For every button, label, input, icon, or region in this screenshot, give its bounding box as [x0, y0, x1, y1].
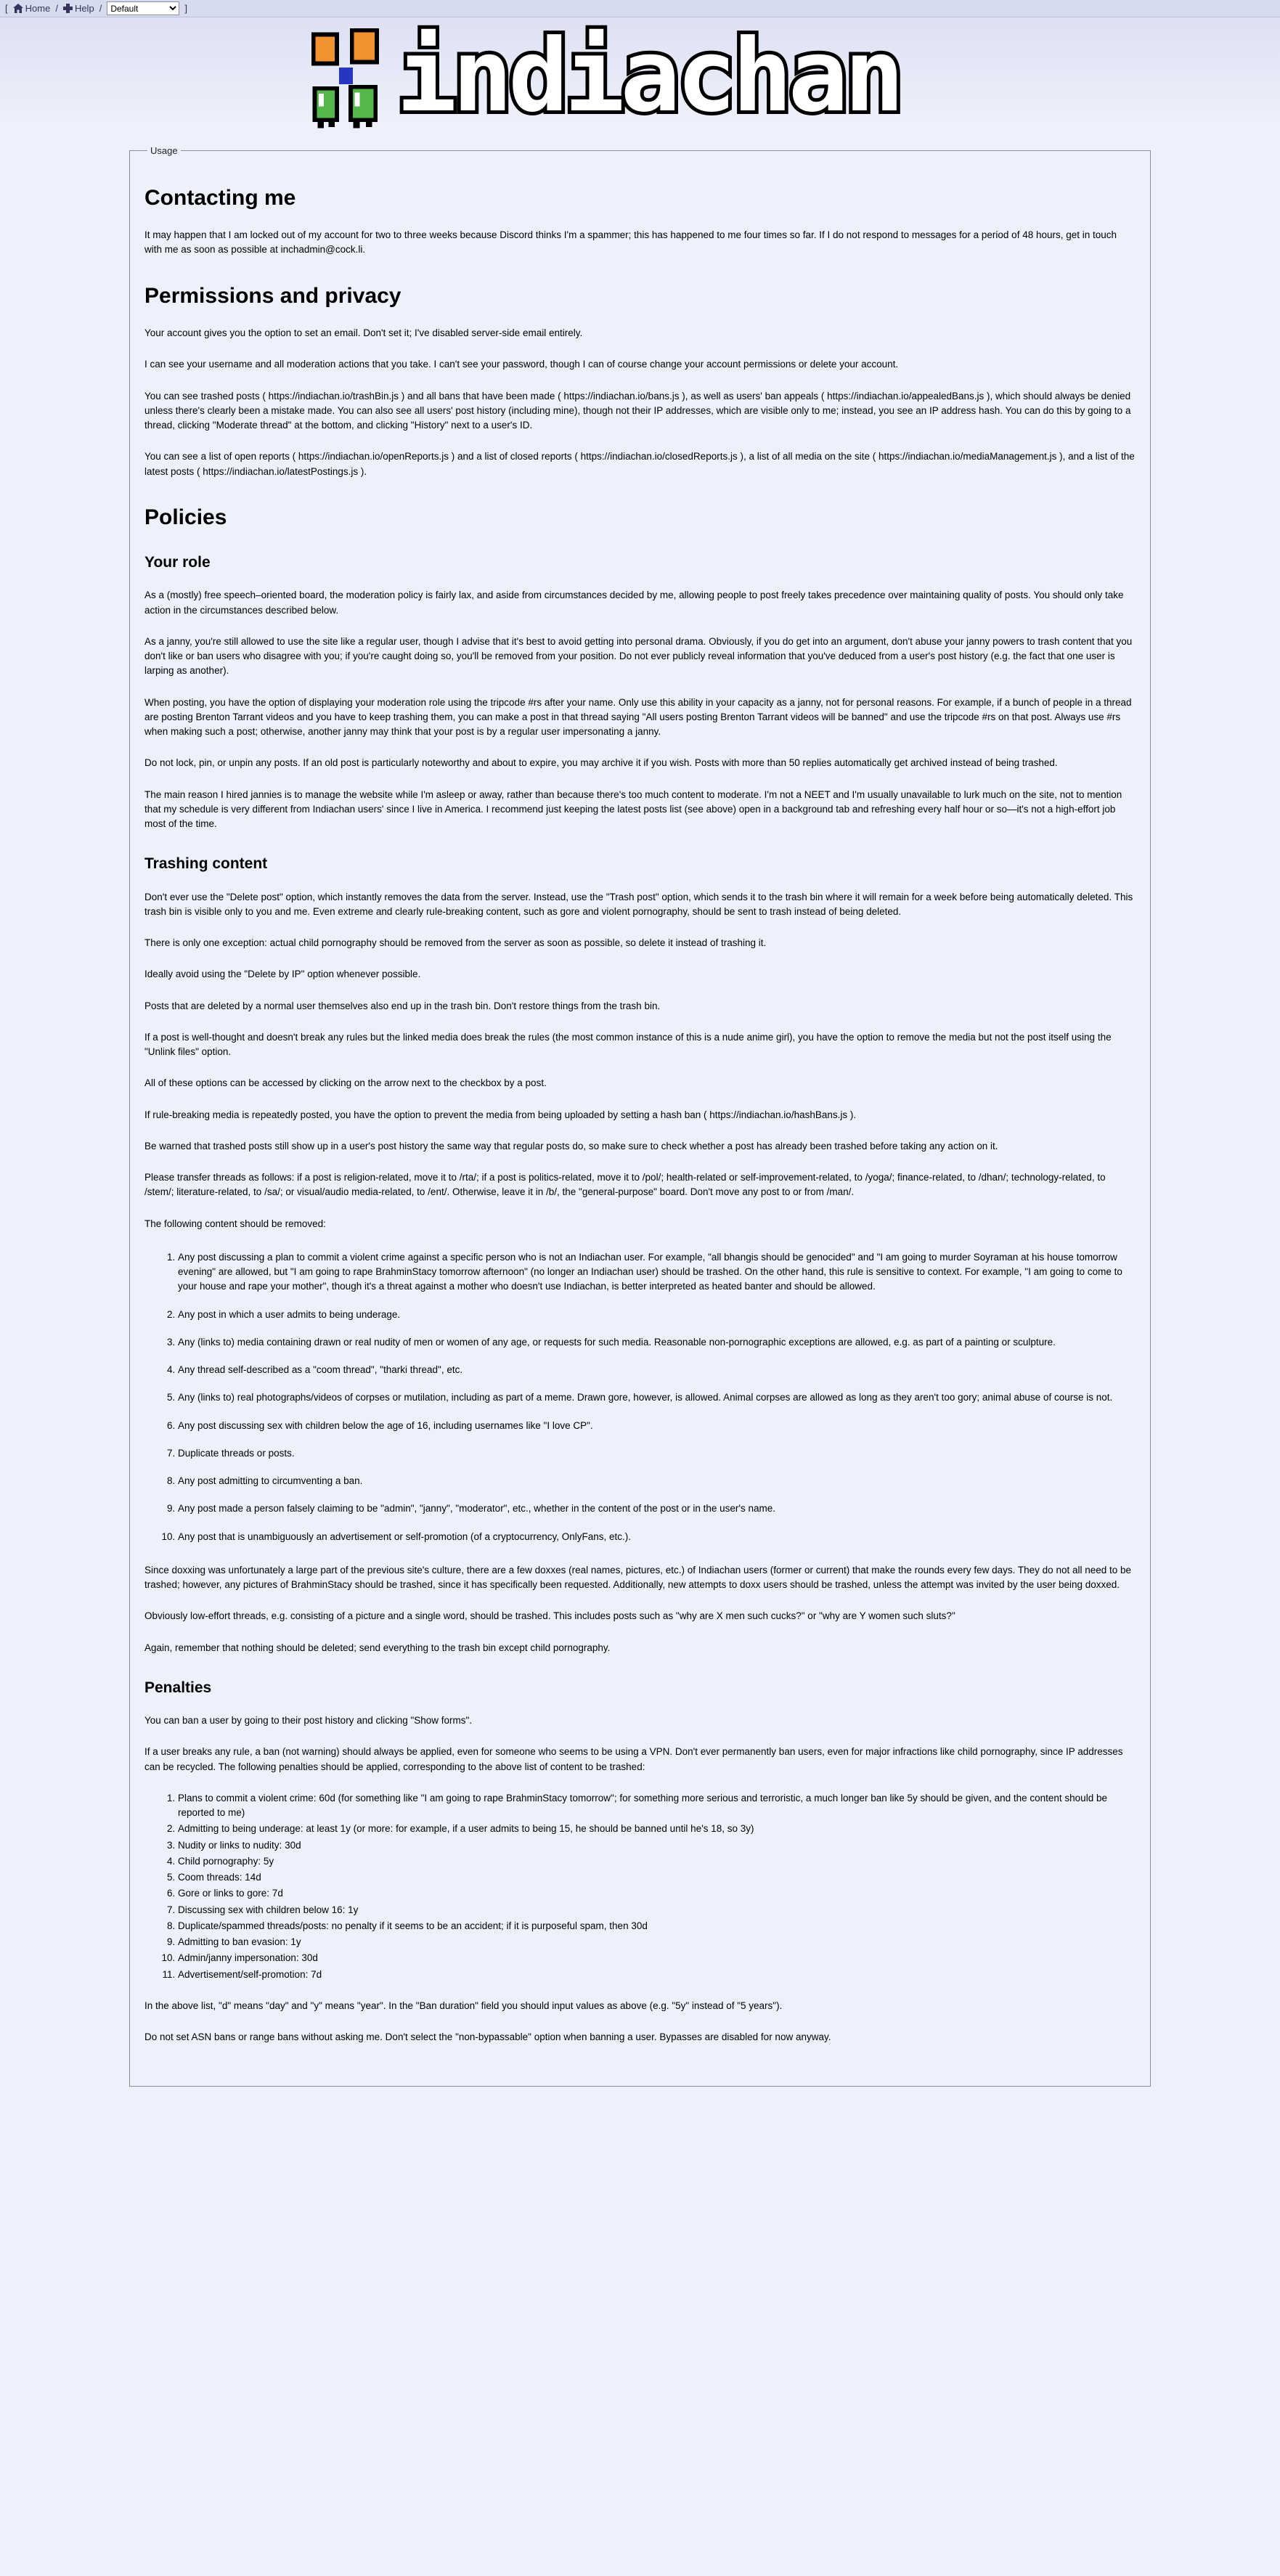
paragraph: There is only one exception: actual child pornography should be removed from the server as soon as possible, so delete it instead of trashing it. [144, 937, 767, 949]
list-item: 7. Discussing sex with children below 16: 1y [178, 1903, 1136, 1917]
list-item: 3. Any (links to) media containing drawn or real nudity of men or women of any age, or requests for such media. Reasonable non-pornographic exceptions are allowed, e.g. as part of a painting or sculpture. [178, 1335, 1136, 1350]
paragraph: Do not set ASN bans or range bans without asking me. Don't select the "non-bypassable" option when banning a user. Bypasses are disabled for now anyway. [144, 2031, 831, 2043]
heading-trashing-content: Trashing content [144, 855, 268, 873]
help-link[interactable] [63, 1, 94, 16]
paragraph: As a janny, you're still allowed to use the site like a regular user, though I advise that it's best to avoid getting into personal drama. Obviously, if you do get into an argument, don't abuse your janny powers to trash content that you don't like or ban users who disagree with you; if you're caught doing so, you'll be removed from your position. Do not ever publicly reveal information that you've deduced from a user's post history (e.g. the fact that one user is larping as another). [144, 635, 1133, 677]
heading-permissions-and-privacy: Permissions and privacy [144, 283, 401, 308]
heading-penalties: Penalties [144, 1679, 212, 1696]
paragraph: All of these options can be accessed by clicking on the arrow next to the checkbox by a post. [144, 1077, 547, 1089]
list-item: 5. Coom threads: 14d [178, 1870, 1136, 1885]
paragraph: In the above list, "d" means "day" and "y" means "year". In the "Ban duration" field you should input values as above (e.g. "5y" instead of "5 years"). [144, 2000, 783, 2011]
paragraph: It may happen that I am locked out of my account for two to three weeks because Discord thinks I'm a spammer; this has happened to me four times so far. If I do not respond to messages for a period of 48 hours, get in touch with me as soon as possible at inchadmin@cock.li. [144, 229, 1117, 256]
document-content [144, 186, 1136, 2045]
list-item: 8. Any post admitting to circumventing a ban. [178, 1474, 1136, 1488]
home-icon [13, 4, 23, 13]
paragraph: Obviously low-effort threads, e.g. consisting of a picture and a single word, should be trashed. This includes posts such as "why are X men such cucks?" or "why are Y women such sluts?" [144, 1610, 955, 1622]
list-item: 6. Any post discussing sex with children below the age of 16, including usernames like "I love CP". [178, 1419, 1136, 1433]
list-item: 10. Any post that is unambiguously an advertisement or self-promotion (of a cryptocurrency, OnlyFans, etc.). [178, 1530, 1136, 1544]
paragraph: Ideally avoid using the "Delete by IP" option whenever possible. [144, 969, 421, 980]
paragraph: Be warned that trashed posts still show up in a user's post history the same way that regular posts do, so make sure to check whether a post has already been trashed before taking any action on it. [144, 1140, 998, 1152]
list-item: 4. Child pornography: 5y [178, 1854, 1136, 1869]
list-item: 5. Any (links to) real photographs/videos of corpses or mutilation, including as part of a meme. Drawn gore, however, is allowed. Animal corpses are allowed as long as they aren't too gory; animal abuse of course is not. [178, 1390, 1136, 1405]
paragraph: I can see your username and all moderation actions that you take. I can't see your password, though I can of course change your account permissions or delete your account. [144, 359, 899, 370]
paragraph: If a user breaks any rule, a ban (not warning) should always be applied, even for someone who seems to be using a VPN. Don't ever permanently ban users, even for major infractions like child pornography, since IP addresses can be recycled. The following penalties should be applied, corresponding to the above list of content to be trashed: [144, 1746, 1123, 1772]
paragraph: You can ban a user by going to their post history and clicking "Show forms". [144, 1715, 473, 1727]
list-item: 10. Admin/janny impersonation: 30d [178, 1951, 1136, 1965]
paragraph: Please transfer threads as follows: if a post is religion-related, move it to /rta/; if a post is politics-related, move it to /pol/; health-related or self-improvement-related, to /yoga/; finance-related, to /dhan/; technology-related, to /stem/; literature-related, to /sa/; or visual/audio media-related, to /ent/. Otherwise, leave it in /b/, the "general-purpose" board. Don't move any post to or from /man/. [144, 1172, 1106, 1198]
logo-wordmark: indiachan [396, 23, 900, 134]
list-item: 2. Any post in which a user admits to being underage. [178, 1308, 1136, 1322]
list-item: 7. Duplicate threads or posts. [178, 1446, 1136, 1461]
paragraph: You can see trashed posts ( https://indiachan.io/trashBin.js ) and all bans that have been made ( https://indiachan.io/bans.js ), as well as users' ban appeals ( https://indiachan.io/appealedBans.js ), which should always be denied unless there's clearly been a mistake made. You can also see all users' post history (including mine), though not their IP addresses, which are visible only to me; instead, you see an IP address hash. You can do this by going to a thread, clicking "Moderate thread" at the bottom, and clicking "History" next to a user's ID. [144, 390, 1131, 431]
paragraph: The following content should be removed: [144, 1218, 326, 1229]
home-link-label: Home [25, 2, 51, 14]
list-item: 8. Duplicate/spammed threads/posts: no penalty if it seems to be an accident; if it is purposeful spam, then 30d [178, 1919, 1136, 1933]
paragraph: Since doxxing was unfortunately a large part of the previous site's culture, there are a few doxxes (real names, pictures, etc.) of Indiachan users (former or current) that make the rounds every few days. They do not all need to be trashed; however, any pictures of BrahminStacy should be trashed, since it has specifically been requested. Additionally, new attempts to doxx users should be trashed, unless the attempt was invited by the user being doxxed. [144, 1564, 1132, 1591]
list-item: 2. Admitting to being underage: at least 1y (or more: for example, if a user admits to being 15, he should be banned until he's 18, so 3y) [178, 1822, 1136, 1836]
removal-rules-list [144, 1250, 1136, 1544]
style-select[interactable] [107, 1, 179, 15]
separator: / [55, 2, 58, 14]
list-item: 1. Any post discussing a plan to commit a violent crime against a specific person who is not an Indiachan user. For example, "all bhangis should be genocided" and "I am going to murder Soyraman at his house tomorrow evening" are allowed, but "I am going to rape BrahminStacy tomorrow afternoon" (no longer an Indiachan user) should be trashed. On the other hand, this rule is sensitive to context. For example, "I am going to come to your house and rape your mother", though it's a threat against a mother who doesn't use Indiachan, is better interpreted as heated banter and should be allowed. [178, 1250, 1136, 1295]
paragraph: Again, remember that nothing should be deleted; send everything to the trash bin except child pornography. [144, 1642, 611, 1653]
list-item: 9. Any post made a person falsely claiming to be "admin", "janny", "moderator", etc., whether in the content of the post or in the user's name. [178, 1501, 1136, 1516]
usage-legend: Usage [150, 145, 178, 156]
heading-your-role: Your role [144, 554, 211, 571]
paragraph: The main reason I hired jannies is to manage the website while I'm asleep or away, rather than because there's too much content to moderate. I'm not a NEET and I'm usually unavailable to lurk much on the site, not to mention that my schedule is very different from Indiachan users' since I live in America. I recommend just keeping the latest posts list (see above) open in a background tab and refreshing every half hour or so—it's not a high-effort job most of the time. [144, 788, 1122, 830]
paragraph: Your account gives you the option to set an email. Don't set it; I've disabled server-side email entirely. [144, 327, 583, 338]
paragraph: You can see a list of open reports ( https://indiachan.io/openReports.js ) and a list of closed reports ( https://indiachan.io/closedReports.js ), a list of all media on the site ( https://indiachan.io/mediaManagement.js ), and a list of the latest posts ( https://indiachan.io/latestPostings.js ). [144, 451, 1135, 477]
usage-fieldset [129, 144, 1151, 2087]
list-item: 3. Nudity or links to nudity: 30d [178, 1838, 1136, 1853]
paragraph: If a post is well-thought and doesn't break any rules but the linked media does break the rules (the most common instance of this is a nude anime girl), you have the option to remove the media but not the post itself using the "Unlink files" option. [144, 1031, 1112, 1058]
help-link-label: Help [74, 2, 94, 14]
bracket-open: [ [5, 2, 8, 14]
penalties-list [144, 1791, 1136, 1982]
logo-flower-icon [313, 30, 376, 129]
site-logo [0, 17, 1280, 144]
paragraph: As a (mostly) free speech–oriented board, the moderation policy is fairly lax, and aside from circumstances decided by me, allowing people to post freely takes precedence over maintaining quality of posts. You should only take action in the circumstances described below. [144, 590, 1124, 616]
bracket-close: ] [184, 2, 187, 14]
help-icon [63, 4, 73, 13]
heading-contacting-me: Contacting me [144, 185, 296, 210]
home-link[interactable] [13, 1, 51, 16]
list-item: 9. Admitting to ban evasion: 1y [178, 1935, 1136, 1949]
top-navbar [0, 0, 1280, 17]
list-item: 1. Plans to commit a violent crime: 60d (for something like "I am going to rape BrahminStacy tomorrow"; for something more serious and terroristic, a much longer ban like 5y should be given, and the content should be reported to me) [178, 1791, 1136, 1821]
list-item: 4. Any thread self-described as a "coom thread", "tharki thread", etc. [178, 1363, 1136, 1377]
list-item: 11. Advertisement/self-promotion: 7d [178, 1968, 1136, 1982]
separator: / [99, 2, 102, 14]
paragraph: Do not lock, pin, or unpin any posts. If an old post is particularly noteworthy and about to expire, you may archive it if you wish. Posts with more than 50 replies automatically get archived instead of being trashed. [144, 757, 1058, 769]
paragraph: Posts that are deleted by a normal user themselves also end up in the trash bin. Don't restore things from the trash bin. [144, 1000, 661, 1011]
list-item: 6. Gore or links to gore: 7d [178, 1886, 1136, 1901]
paragraph: If rule-breaking media is repeatedly posted, you have the option to prevent the media from being uploaded by setting a hash ban ( https://indiachan.io/hashBans.js ). [144, 1109, 857, 1120]
logo-graphic [306, 23, 974, 134]
heading-policies: Policies [144, 505, 227, 529]
paragraph: When posting, you have the option of displaying your moderation role using the tripcode #rs after your name. Only use this ability in your capacity as a janny, not for personal reasons. For example, if a bunch of people in a thread are posting Brenton Tarrant videos and you have to keep trashing them, you can make a post in that thread saying "All users posting Brenton Tarrant videos will be banned" and use the tripcode #rs on that post. Always use #rs when making such a post; otherwise, another janny may think that your post is by a regular user impersonating a janny. [144, 696, 1132, 738]
paragraph: Don't ever use the "Delete post" option, which instantly removes the data from the server. Instead, use the "Trash post" option, which sends it to the trash bin where it will remain for a week before being automatically deleted. This trash bin is visible only to you and me. Even extreme and clearly rule-breaking content, such as gore and violent pornography, should be sent to trash instead of being deleted. [144, 891, 1133, 917]
